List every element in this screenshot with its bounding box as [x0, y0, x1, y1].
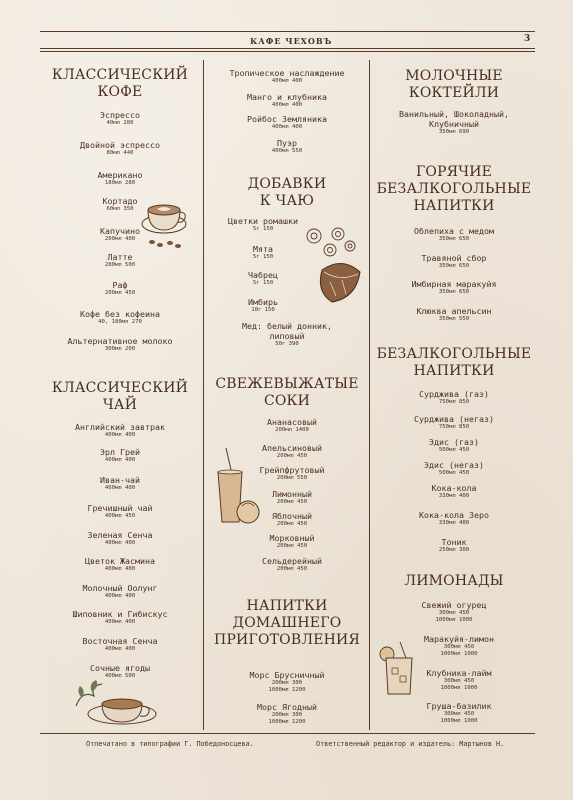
section-title-soft-drinks: БЕЗАЛКОГОЛЬНЫЕ НАПИТКИ — [376, 346, 532, 379]
column-divider-2 — [369, 60, 370, 730]
menu-item: Тропическое наслаждение 400мл 400 — [229, 68, 345, 84]
menu-item: Гречишный чай 400мл 450 — [87, 503, 153, 519]
menu-item: Английский завтрак 400мл 400 — [75, 422, 165, 438]
menu-item: Яблочный 200мл 450 — [272, 511, 312, 527]
menu-item: Восточная Сенча 400мл 400 — [82, 636, 158, 652]
section-title-juices: СВЕЖЕВЫЖАТЫЕ СОКИ — [215, 376, 359, 409]
menu-item: Груша-базилик 300мл 450 1000мл 1000 — [426, 701, 492, 724]
menu-item: Имбирная маракуйя 350мл 650 — [411, 279, 497, 295]
menu-item: Травяной сбор 350мл 650 — [421, 253, 487, 269]
section-title-lemonades: ЛИМОНАДЫ — [404, 573, 504, 589]
menu-item: Сурджива (газ) 750мл 850 — [419, 389, 489, 405]
menu-item: Маракуйя-лимон 300мл 450 1000мл 1000 — [424, 634, 494, 657]
menu-item: Морс Ягодный 200мл 300 1000мл 1200 — [257, 702, 317, 725]
menu-item: Морс Брусничный 200мл 300 1000мл 1200 — [249, 670, 325, 693]
menu-item: Грейпфрутовый 200мл 550 — [259, 465, 325, 481]
menu-item: Американо 180мл 280 — [97, 170, 143, 186]
column-2 — [207, 0, 367, 730]
menu-item: Свежий огурец 300мл 450 1000мл 1000 — [421, 600, 487, 623]
menu-item: Мята 5г 150 — [252, 244, 274, 260]
column-3 — [372, 0, 536, 730]
menu-item: Молочный Оолунг 400мл 400 — [82, 583, 158, 599]
tea-cup-illustration — [72, 676, 162, 731]
lemonade-glass-illustration — [378, 640, 418, 698]
menu-item: Эрл Грей 400мл 400 — [100, 447, 140, 463]
section-title-addons: ДОБАВКИ К ЧАЮ — [247, 176, 327, 209]
menu-item: Сурджива (негаз) 750мл 850 — [414, 414, 494, 430]
menu-item: Цветок Жасмина 400мл 400 — [85, 556, 155, 572]
menu-item: Альтернативное молоко 300мл 200 — [67, 336, 173, 352]
juice-glass-illustration — [212, 448, 262, 530]
menu-item: Клубника-лайм 300мл 450 1000мл 1000 — [426, 668, 492, 691]
menu-item: Имбирь 10г 150 — [248, 297, 278, 313]
footer-editor: Ответственный редактор и издатель: Мартынов Н. — [316, 740, 505, 748]
menu-item: Ананасовый 200мл 1400 — [267, 417, 317, 433]
menu-item: Капучино 200мл 400 — [100, 226, 140, 242]
herbs-illustration — [302, 226, 366, 306]
footer-rule — [40, 733, 535, 734]
menu-item: Ройбос Земляника 400мл 400 — [247, 114, 327, 130]
menu-item: Пуэр 400мл 550 — [271, 138, 303, 154]
menu-item: Кортадо 60мл 350 — [102, 196, 138, 212]
menu-item: Кофе без кофеина 40, 180мл 270 — [80, 309, 160, 325]
menu-item: Кока-кола 330мл 400 — [431, 483, 477, 499]
menu-item: Чабрец 5г 150 — [248, 270, 278, 286]
menu-item: Тоник 250мл 300 — [438, 537, 470, 553]
column-1 — [40, 0, 200, 730]
menu-item: Сочные ягоды 400мл 500 — [90, 663, 150, 679]
menu-item: Ванильный, Шоколадный, Клубничный 350мл 690 — [399, 109, 509, 135]
menu-item: Лимонный 200мл 450 — [272, 489, 312, 505]
menu-item: Мед: белый донник, липовый 50г 390 — [242, 321, 332, 347]
header-title: КАФЕ ЧЕХОВЪ — [250, 36, 333, 46]
menu-item: Иван-чай 400мл 400 — [100, 475, 140, 491]
menu-item: Цветки ромашки 5г 150 — [228, 216, 298, 232]
section-title-hot-drinks: ГОРЯЧИЕ БЕЗАЛКОГОЛЬНЫЕ НАПИТКИ — [376, 164, 532, 214]
section-title-coffee: КЛАССИЧЕСКИЙ КОФЕ — [51, 67, 189, 100]
menu-item: Шиповник и Гибискус 400мл 400 — [72, 609, 168, 625]
column-divider-1 — [203, 60, 204, 730]
menu-item: Морковный 200мл 450 — [269, 533, 315, 549]
menu-item: Эспрессо 40мл 280 — [100, 110, 140, 126]
section-title-homemade: НАПИТКИ ДОМАШНЕГО ПРИГОТОВЛЕНИЯ — [214, 598, 360, 648]
menu-item: Сельдерейный 200мл 450 — [262, 556, 322, 572]
menu-item: Эдис (газ) 500мл 450 — [429, 437, 479, 453]
menu-item: Облепиха с медом 350мл 650 — [414, 226, 494, 242]
menu-item: Манго и клубника 400мл 400 — [247, 92, 327, 108]
menu-item: Апельсиновый 200мл 450 — [262, 443, 322, 459]
menu-item: Латте 280мл 500 — [104, 252, 136, 268]
menu-item: Раф 200мл 450 — [104, 280, 136, 296]
footer-printer: Отпечатано в типографии Г. Победоносцева. — [86, 740, 254, 748]
menu-item: Эдис (негаз) 500мл 450 — [424, 460, 484, 476]
page-number: 3 — [524, 34, 531, 44]
menu-item: Клюква апельсин 350мл 550 — [416, 306, 492, 322]
section-title-milkshakes: МОЛОЧНЫЕ КОКТЕЙЛИ — [405, 68, 503, 101]
menu-item: Двойной эспрессо 80мл 440 — [80, 140, 160, 156]
section-title-tea: КЛАССИЧЕСКИЙ ЧАЙ — [51, 380, 189, 413]
menu-item: Кока-кола Зеро 330мл 400 — [419, 510, 489, 526]
menu-item: Зеленая Сенча 400мл 400 — [87, 530, 153, 546]
